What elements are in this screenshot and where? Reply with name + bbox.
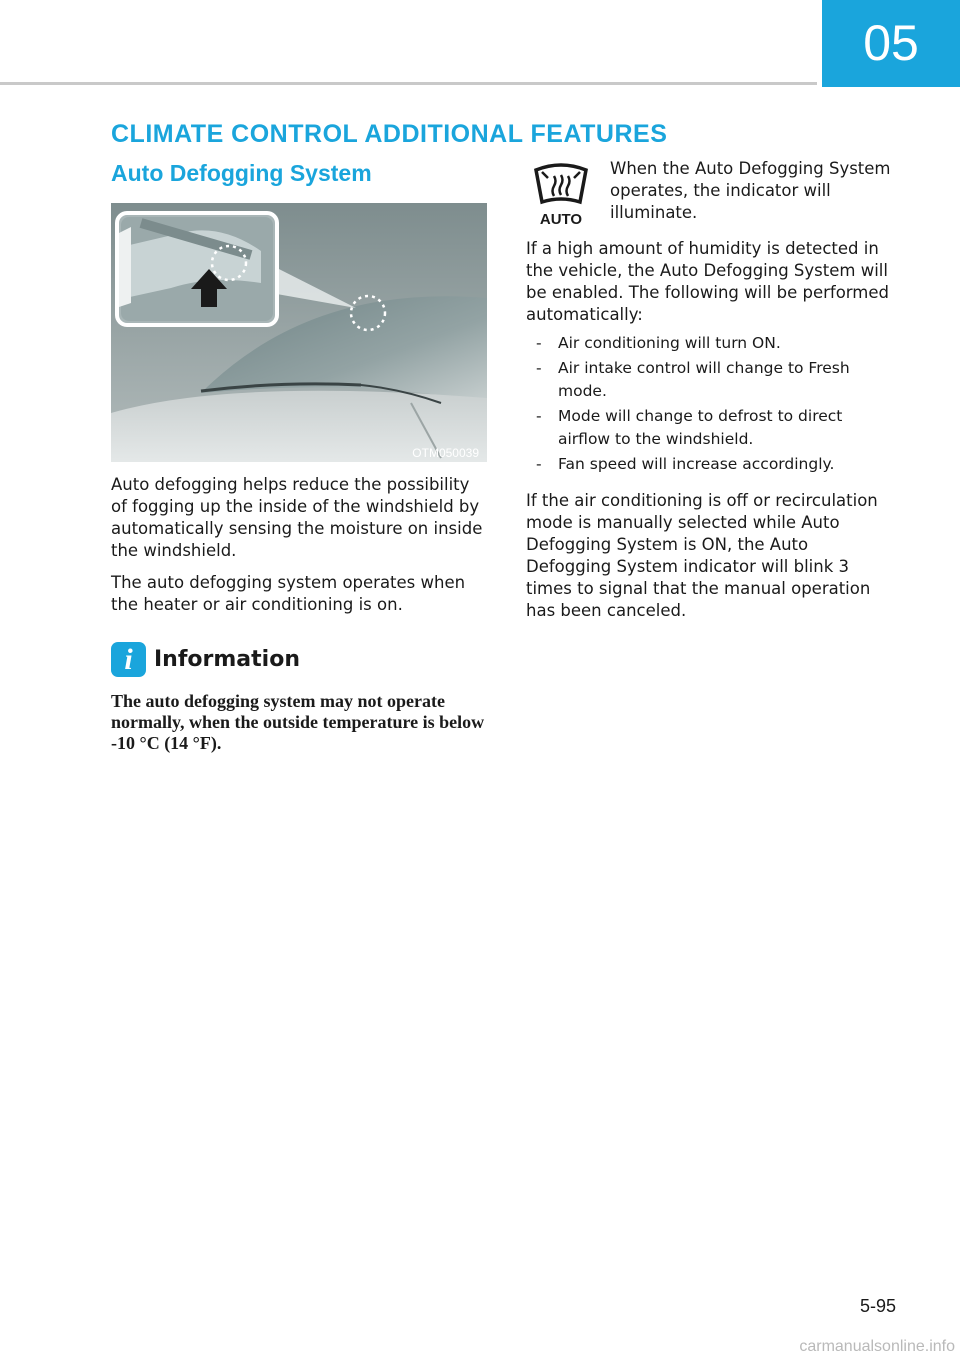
paragraph-2: The auto defogging system operates when the heater or air conditioning is on. — [111, 573, 466, 614]
information-icon: i — [111, 642, 146, 677]
subsection-title: Auto Defogging System — [111, 160, 372, 186]
indicator-row — [526, 158, 892, 228]
list-item: - Mode will change to defrost to direct airflow to the windshield. — [536, 405, 892, 451]
section-title: CLIMATE CONTROL ADDITIONAL FEATURES — [111, 120, 668, 148]
auto-defog-indicator-icon — [526, 158, 596, 228]
page-number: 5-95 — [859, 1296, 896, 1316]
list-item: - Air intake control will change to Fresh mode. — [536, 357, 892, 403]
indicator-description: When the Auto Defogging System operates, the indicator will illuminate. — [610, 159, 891, 222]
header-rule — [0, 82, 817, 85]
indicator-label: AUTO — [539, 211, 583, 228]
left-column — [111, 160, 487, 754]
information-text: The auto defogging system may not operate normally, when the outside temperature is below -10 °C (14 °F). — [111, 691, 485, 753]
windshield-sensor-illustration — [111, 203, 487, 462]
list-item: - Fan speed will increase accordingly. — [536, 453, 892, 476]
automatic-actions-list — [526, 332, 892, 476]
information-header — [111, 642, 487, 677]
watermark: carmanualsonline.info — [799, 1338, 955, 1355]
chapter-tab: 05 — [822, 0, 960, 87]
windshield-sensor-drawing — [111, 203, 487, 462]
right-column — [526, 158, 892, 622]
humidity-paragraph: If a high amount of humidity is detected in the vehicle, the Auto Defogging System will be enabled. The following will be performed automatically: — [526, 239, 889, 324]
manual-cancel-paragraph: If the air conditioning is off or recirculation mode is manually selected while Auto Defogging System is ON, the Auto Defogging System indicator will blink 3 times to signal that the manual operation has been canceled. — [526, 491, 878, 620]
paragraph-1: Auto defogging helps reduce the possibility of fogging up the inside of the windshield by automatically sensing the moisture on inside the windshield. — [111, 475, 483, 560]
list-item: - Air conditioning will turn ON. — [536, 332, 892, 355]
figure-code: OTM050039 — [412, 446, 479, 460]
information-title: Information — [154, 647, 300, 672]
